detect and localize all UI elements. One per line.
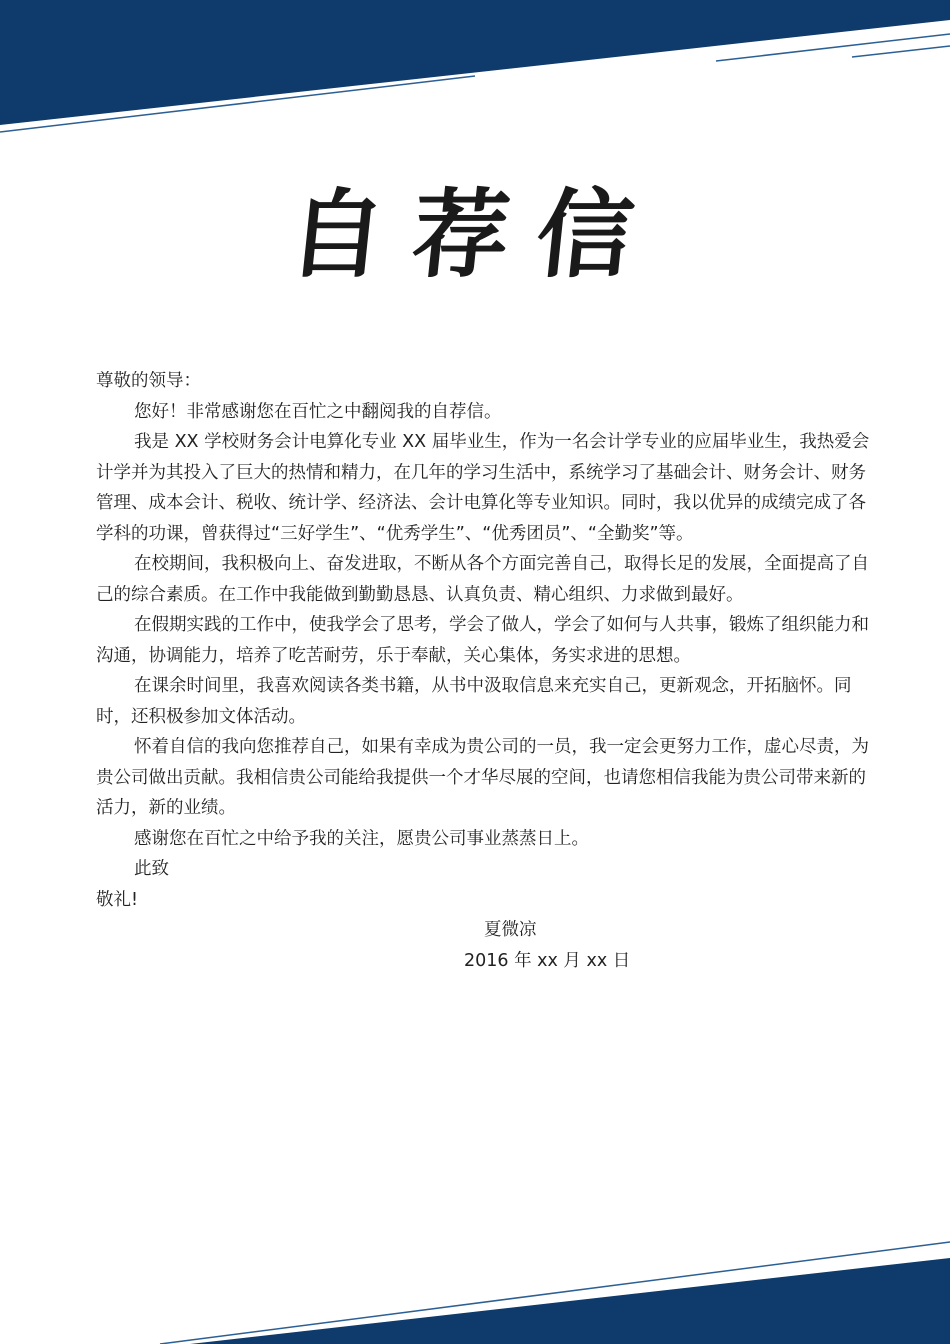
bottom-decoration-banner	[0, 1214, 950, 1344]
paragraph-school-period: 在校期间，我积极向上、奋发进取，不断从各个方面完善自己，取得长足的发展，全面提高了自己的综合素质。在工作中我能做到勤勤恳恳、认真负责、精心组织、力求做到最好。	[96, 554, 869, 605]
paragraph-recommendation: 怀着自信的我向您推荐自己，如果有幸成为贵公司的一员，我一定会更努力工作，虚心尽责，为贵公司做出贡献。我相信贵公司能给我提供一个才华尽展的空间，也请您相信我能为贵公司带来新的活力，新的业绩。	[96, 737, 869, 818]
closing-salute: 此致	[134, 859, 169, 879]
title-container	[0, 175, 950, 295]
closing-regards: 敬礼!	[96, 889, 139, 910]
bottom-navy-band	[190, 1258, 950, 1344]
signature-date: 2016 年 xx 月 xx 日	[464, 950, 631, 971]
salutation: 尊敬的领导：	[96, 371, 201, 391]
letter-title: 自荐信	[283, 178, 667, 291]
top-navy-band	[0, 0, 950, 125]
letter-body	[96, 366, 872, 976]
paragraph-greeting: 您好！非常感谢您在百忙之中翻阅我的自荐信。	[134, 401, 502, 422]
paragraph-hobbies: 在课余时间里，我喜欢阅读各类书籍，从书中汲取信息来充实自己，更新观念，开拓脑怀。同时，还积极参加文体活动。	[96, 676, 852, 727]
paragraph-education: 我是 XX 学校财务会计电算化专业 XX 届毕业生，作为一名会计学专业的应届毕业生，我热爱会计学并为其投入了巨大的热情和精力，在几年的学习生活中，系统学习了基础会计、财务会计、财务管理、成本会计、税收、统计学、经济法、会计电算化等专业知识。同时，我以优异的成绩完成了各学科的功课，曾获得过“三好学生”、“优秀学生”、“优秀团员”、“全勤奖”等。	[96, 432, 870, 544]
top-accent-line-right-2	[852, 46, 950, 57]
signature-name: 夏微凉	[484, 920, 537, 940]
top-decoration-banner	[0, 0, 950, 140]
paragraph-internship: 在假期实践的工作中，使我学会了思考，学会了做人，学会了如何与人共事，锻炼了组织能力和沟通，协调能力，培养了吃苦耐劳，乐于奉献，关心集体，务实求进的思想。	[96, 615, 869, 666]
paragraph-thanks: 感谢您在百忙之中给予我的关注，愿贵公司事业蒸蒸日上。	[134, 828, 589, 849]
